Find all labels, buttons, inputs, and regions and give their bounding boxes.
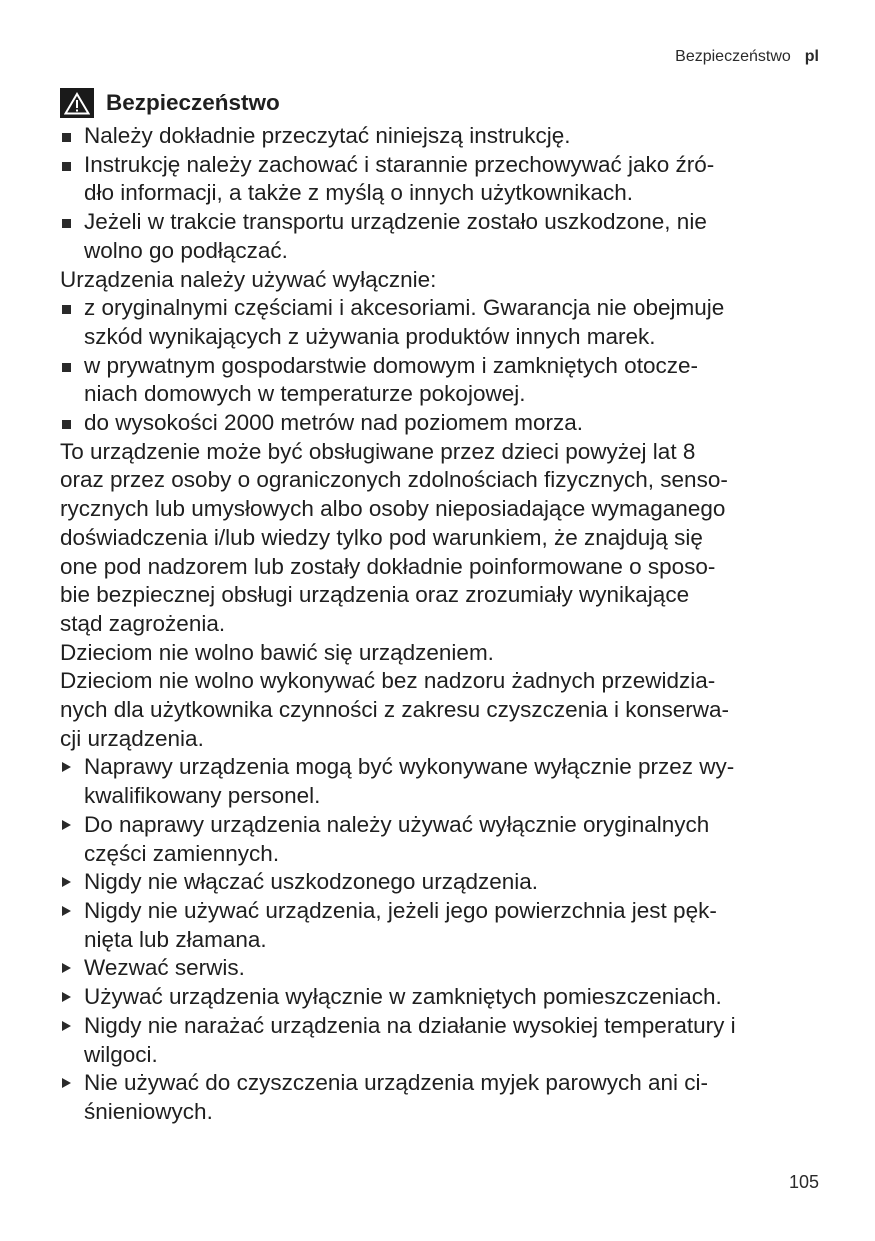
list-item: z oryginalnymi częściami i akcesoriami. Gwarancja nie obejmuje <box>60 294 822 323</box>
paragraph-line: rycznych lub umysłowych albo osoby nieposiadające wymaganego <box>60 496 726 522</box>
paragraph-line: stąd zagrożenia. <box>60 610 226 636</box>
action-step-continuation: kwalifikowany personel. <box>84 783 321 809</box>
action-step: Naprawy urządzenia mogą być wykonywane wyłącznie przez wy- <box>60 753 822 782</box>
action-step: Do naprawy urządzenia należy używać wyłącznie oryginalnych <box>60 811 822 840</box>
paragraph-line: To urządzenie może być obsługiwane przez dzieci powyżej lat 8 <box>60 438 696 464</box>
action-step-continuation: nięta lub złamana. <box>84 926 267 952</box>
section-heading <box>60 86 822 120</box>
paragraph-line: nych dla użytkownika czynności z zakresu czyszczenia i konserwa- <box>60 697 730 723</box>
header-language: pl <box>804 48 819 65</box>
list-item-continuation: wolno go podłączać. <box>84 237 288 263</box>
page-number: 105 <box>788 1172 819 1192</box>
paragraph-line: Dzieciom nie wolno bawić się urządzeniem. <box>60 639 494 665</box>
safety-section <box>60 86 822 1127</box>
paragraph-line: Dzieciom nie wolno wykonywać bez nadzoru żadnych przewidzia- <box>60 668 716 694</box>
list-item: Należy dokładnie przeczytać niniejszą instrukcję. <box>60 122 822 151</box>
paragraph-line: oraz przez osoby o ograniczonych zdolnościach fizycznych, senso- <box>60 467 728 493</box>
list-item-continuation: niach domowych w temperaturze pokojowej. <box>84 381 526 407</box>
running-header <box>675 48 819 66</box>
action-step-continuation: wilgoci. <box>84 1041 158 1067</box>
action-step: Nigdy nie włączać uszkodzonego urządzenia. <box>60 868 822 897</box>
paragraph-line: one pod nadzorem lub zostały dokładnie poinformowane o sposo- <box>60 553 716 579</box>
paragraph-line: bie bezpiecznej obsługi urządzenia oraz zrozumiały wynikające <box>60 582 690 608</box>
list-item-continuation: dło informacji, a także z myślą o innych użytkownikach. <box>84 180 633 206</box>
action-step: Nie używać do czyszczenia urządzenia myjek parowych ani ci- <box>60 1069 822 1098</box>
section-title: Bezpieczeństwo <box>106 90 280 115</box>
list-item: do wysokości 2000 metrów nad poziomem morza. <box>60 409 822 438</box>
list-item: Instrukcję należy zachować i starannie przechowywać jako źró- <box>60 151 822 180</box>
action-step: Nigdy nie narażać urządzenia na działanie wysokiej temperatury i <box>60 1012 822 1041</box>
action-step: Wezwać serwis. <box>60 954 822 983</box>
paragraph-line: cji urządzenia. <box>60 725 204 751</box>
action-step-continuation: części zamiennych. <box>84 840 280 866</box>
paragraph-line: doświadczenia i/lub wiedzy tylko pod warunkiem, że znajdują się <box>60 524 703 550</box>
action-step: Nigdy nie używać urządzenia, jeżeli jego powierzchnia jest pęk- <box>60 897 822 926</box>
list-item: Jeżeli w trakcie transportu urządzenie zostało uszkodzone, nie <box>60 208 822 237</box>
paragraph-line: Urządzenia należy używać wyłącznie: <box>60 266 437 292</box>
list-item: w prywatnym gospodarstwie domowym i zamkniętych otocze- <box>60 352 822 381</box>
warning-triangle-icon <box>60 88 94 118</box>
action-step: Używać urządzenia wyłącznie w zamkniętych pomieszczeniach. <box>60 983 822 1012</box>
action-step-continuation: śnieniowych. <box>84 1098 213 1124</box>
header-section: Bezpieczeństwo <box>675 48 791 65</box>
list-item-continuation: szkód wynikających z używania produktów innych marek. <box>84 323 656 349</box>
